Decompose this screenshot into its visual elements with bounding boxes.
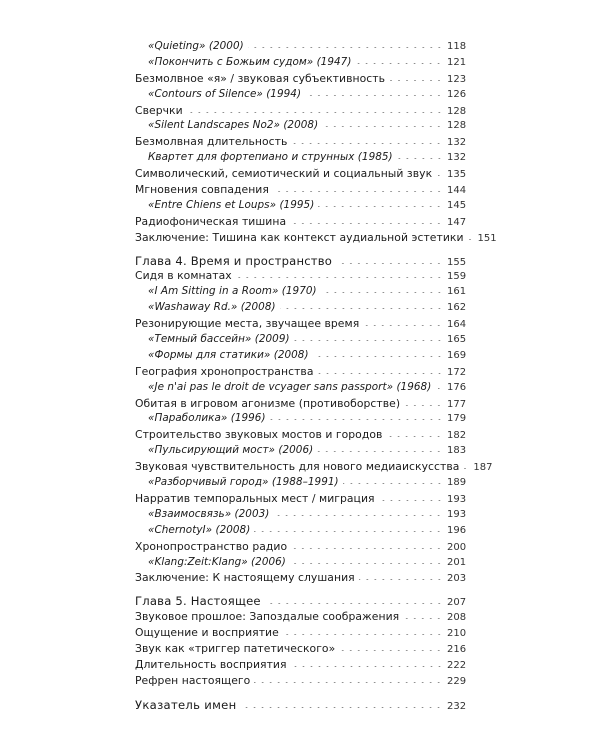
toc-page-number: 176 xyxy=(447,381,467,393)
toc-entry-title: «Je n'ai pas le droit de vcyager sans passport» (1968) xyxy=(148,380,432,393)
toc-entry-title: «I Am Sitting in a Room» (1970) xyxy=(148,285,317,298)
toc-entry-title: Ощущение и восприятие xyxy=(135,626,279,640)
toc-entry-title: Хронопространство радио xyxy=(135,539,288,553)
toc-page-number: 165 xyxy=(447,334,467,346)
toc-entry xyxy=(135,269,465,285)
toc-entry xyxy=(135,412,465,428)
toc-entry xyxy=(135,540,465,556)
dot-leader xyxy=(273,191,443,192)
toc-entry-title: «Разборчивый город» (1988–1991) xyxy=(148,476,339,489)
toc-entry xyxy=(135,365,465,381)
dot-leader xyxy=(283,634,443,635)
dot-leader xyxy=(317,451,443,452)
toc-entry xyxy=(135,215,465,231)
dot-leader xyxy=(313,356,443,357)
toc-entry-title: Длительность восприятия xyxy=(135,657,287,671)
toc-entry xyxy=(135,167,465,183)
toc-page-number: 135 xyxy=(447,169,467,181)
dot-leader xyxy=(355,63,443,64)
dot-leader xyxy=(386,436,443,437)
table-of-contents xyxy=(135,40,497,714)
toc-entry-title: Безмолвная длительность xyxy=(135,135,288,149)
toc-entry-title: Безмолвное «я» / звуковая субъективность xyxy=(135,71,385,85)
toc-entry-title: Звуковая чувствительность для нового медиаискусства xyxy=(135,460,460,474)
dot-leader xyxy=(318,373,444,374)
toc-page-number: 161 xyxy=(447,286,467,298)
dot-leader xyxy=(318,206,443,207)
dot-leader xyxy=(359,579,443,580)
toc-entry xyxy=(135,119,465,135)
toc-entry xyxy=(135,151,465,167)
toc-entry-title: Звук как «триггер патетического» xyxy=(135,641,336,655)
toc-page-number: 144 xyxy=(447,185,467,197)
dot-leader xyxy=(463,468,469,469)
toc-entry-title: «Покончить с Божьим судом» (1947) xyxy=(148,55,352,68)
toc-entry-title: «Quieting» (2000) xyxy=(148,40,244,52)
toc-entry xyxy=(135,333,465,349)
toc-entry-title: Радиофоническая тишина xyxy=(135,214,287,228)
toc-chapter-heading xyxy=(135,594,465,610)
toc-entry xyxy=(135,476,465,492)
toc-entry-title: «Contours of Silence» (1994) xyxy=(148,87,302,100)
toc-page-number: 187 xyxy=(473,462,493,474)
toc-entry xyxy=(135,610,465,626)
toc-entry-title: «Взаимосвязь» (2003) xyxy=(148,507,270,520)
dot-leader xyxy=(435,388,443,389)
dot-leader xyxy=(468,239,474,240)
toc-entry-title: «Entre Chiens et Loups» (1995) xyxy=(148,198,315,211)
toc-entry-title: Нарратив темпоральных мест / миграция xyxy=(135,491,375,505)
dot-leader xyxy=(248,47,443,48)
toc-entry xyxy=(135,428,465,444)
toc-entry xyxy=(135,642,465,658)
dot-leader xyxy=(339,650,443,651)
dot-leader xyxy=(363,325,443,326)
dot-leader xyxy=(240,707,443,708)
toc-entry xyxy=(135,460,493,476)
toc-entry xyxy=(135,397,465,413)
toc-page-number: 208 xyxy=(447,612,467,624)
toc-entry xyxy=(135,317,465,333)
toc-page-number: 222 xyxy=(447,659,467,671)
dot-leader xyxy=(280,308,443,309)
toc-entry-title: «Silent Landscapes No2» (2008) xyxy=(148,119,319,132)
toc-page-number: 123 xyxy=(447,73,467,85)
toc-page-number: 232 xyxy=(447,700,467,712)
toc-entry-title: Квартет для фортепиано и струнных (1985) xyxy=(148,151,393,164)
toc-entry-title: Сидя в комнатах xyxy=(135,269,232,283)
toc-entry-title: Заключение: Тишина как контекст аудиальной эстетики xyxy=(135,230,464,244)
toc-entry-title: Резонирующие места, звучащее время xyxy=(135,317,360,331)
toc-page-number: 201 xyxy=(447,556,467,568)
toc-page-number: 210 xyxy=(447,628,467,640)
toc-page-number: 118 xyxy=(447,41,467,52)
toc-entry-title: География хронопространства xyxy=(135,364,314,378)
toc-entry xyxy=(135,230,497,247)
toc-entry xyxy=(135,104,465,120)
dot-leader xyxy=(270,419,443,420)
toc-page-number: 147 xyxy=(447,216,467,228)
toc-page-number: 132 xyxy=(447,152,467,164)
toc-entry xyxy=(135,674,465,690)
toc-entry xyxy=(135,556,465,572)
toc-entry-title: «Пульсирующий мост» (2006) xyxy=(148,444,314,457)
toc-entry-title: «Klang:Zeit:Klang» (2006) xyxy=(148,555,286,568)
toc-entry xyxy=(135,626,465,642)
toc-page-number: 159 xyxy=(447,271,467,283)
toc-entry-title: Обитая в игровом агонизме (противоборстве) xyxy=(135,396,401,410)
toc-entry-title: «Темный бассейн» (2009) xyxy=(148,333,290,346)
toc-entry xyxy=(135,135,465,151)
dot-leader xyxy=(336,263,443,264)
dot-leader xyxy=(265,603,443,604)
toc-entry xyxy=(135,301,465,317)
toc-page-number: 229 xyxy=(447,675,467,687)
toc-entry xyxy=(135,72,465,88)
dot-leader xyxy=(236,277,443,278)
toc-page-number: 189 xyxy=(447,477,467,489)
toc-page-number: 193 xyxy=(447,508,467,520)
toc-page-number: 121 xyxy=(447,56,467,68)
toc-entry xyxy=(135,199,465,215)
toc-entry-title: Глава 4. Время и пространство xyxy=(135,253,333,268)
dot-leader xyxy=(290,563,443,564)
toc-page-number: 164 xyxy=(447,319,467,331)
dot-leader xyxy=(322,126,443,127)
dot-leader xyxy=(305,95,443,96)
toc-entry-title: Символический, семиотический и социальный звук xyxy=(135,167,433,181)
toc-page-number: 169 xyxy=(447,349,467,361)
dot-leader xyxy=(254,531,443,532)
dot-leader xyxy=(397,158,443,159)
toc-entry xyxy=(135,524,465,540)
toc-entry-title: Строительство звуковых мостов и городов xyxy=(135,428,383,442)
toc-entry-title: Рефрен настоящего xyxy=(135,673,251,687)
toc-entry xyxy=(135,571,465,587)
toc-entry xyxy=(135,658,465,674)
dot-leader xyxy=(291,548,443,549)
toc-entry-title: «ChernotyI» (2008) xyxy=(148,523,251,536)
toc-entry xyxy=(135,492,465,508)
toc-page-number: 126 xyxy=(447,88,467,100)
dot-leader xyxy=(294,340,443,341)
toc-page-number: 182 xyxy=(447,430,467,442)
toc-page-number: 207 xyxy=(447,597,467,609)
dot-leader xyxy=(321,292,443,293)
toc-entry-title: Сверчки xyxy=(135,103,183,117)
toc-entry xyxy=(135,349,465,365)
toc-entry-title: Указатель имен xyxy=(135,697,237,712)
toc-entry xyxy=(135,56,465,72)
dot-leader xyxy=(291,666,443,667)
toc-page-number: 172 xyxy=(447,366,467,378)
dot-leader xyxy=(403,618,443,619)
toc-chapter-heading xyxy=(135,254,465,270)
toc-entry-title: Глава 5. Настоящее xyxy=(135,594,261,609)
toc-entry-title: «Washaway Rd.» (2008) xyxy=(148,301,276,314)
toc-entry xyxy=(135,40,465,56)
toc-entry xyxy=(135,285,465,301)
toc-entry-title: Звуковое прошлое: Запоздалые соображения xyxy=(135,610,400,624)
toc-page-number: 145 xyxy=(447,199,467,211)
dot-leader xyxy=(187,112,443,113)
toc-entry xyxy=(135,444,465,460)
dot-leader xyxy=(436,175,443,176)
dot-leader xyxy=(343,483,443,484)
toc-page-number: 155 xyxy=(447,256,467,268)
dot-leader xyxy=(273,515,443,516)
toc-page-number: 196 xyxy=(447,524,467,536)
toc-entry xyxy=(135,183,465,199)
toc-entry xyxy=(135,88,465,104)
toc-page-number: 128 xyxy=(447,105,467,117)
toc-page-number: 203 xyxy=(447,573,467,585)
toc-index-entry xyxy=(135,698,465,714)
dot-leader xyxy=(404,405,443,406)
dot-leader xyxy=(290,223,443,224)
toc-entry xyxy=(135,508,465,524)
toc-page-number: 179 xyxy=(447,413,467,425)
dot-leader xyxy=(379,500,443,501)
toc-page-number: 216 xyxy=(447,643,467,655)
toc-page-number: 128 xyxy=(447,120,467,132)
dot-leader xyxy=(291,143,443,144)
dot-leader xyxy=(254,682,443,683)
toc-entry-title: «Параболика» (1996) xyxy=(148,412,266,425)
toc-page-number: 200 xyxy=(447,541,467,553)
toc-page-number: 177 xyxy=(447,398,467,410)
toc-page-number: 132 xyxy=(447,137,467,149)
toc-entry-title: «Формы для статики» (2008) xyxy=(148,348,309,361)
toc-page-number: 193 xyxy=(447,493,467,505)
toc-page-number: 183 xyxy=(447,445,467,457)
toc-entry-title: Заключение: К настоящему слушания xyxy=(135,571,355,585)
dot-leader xyxy=(389,80,443,81)
toc-page-number: 162 xyxy=(447,302,467,314)
toc-entry xyxy=(135,381,465,397)
toc-page-number: 151 xyxy=(477,232,497,244)
toc-entry-title: Мгновения совпадения xyxy=(135,183,269,197)
